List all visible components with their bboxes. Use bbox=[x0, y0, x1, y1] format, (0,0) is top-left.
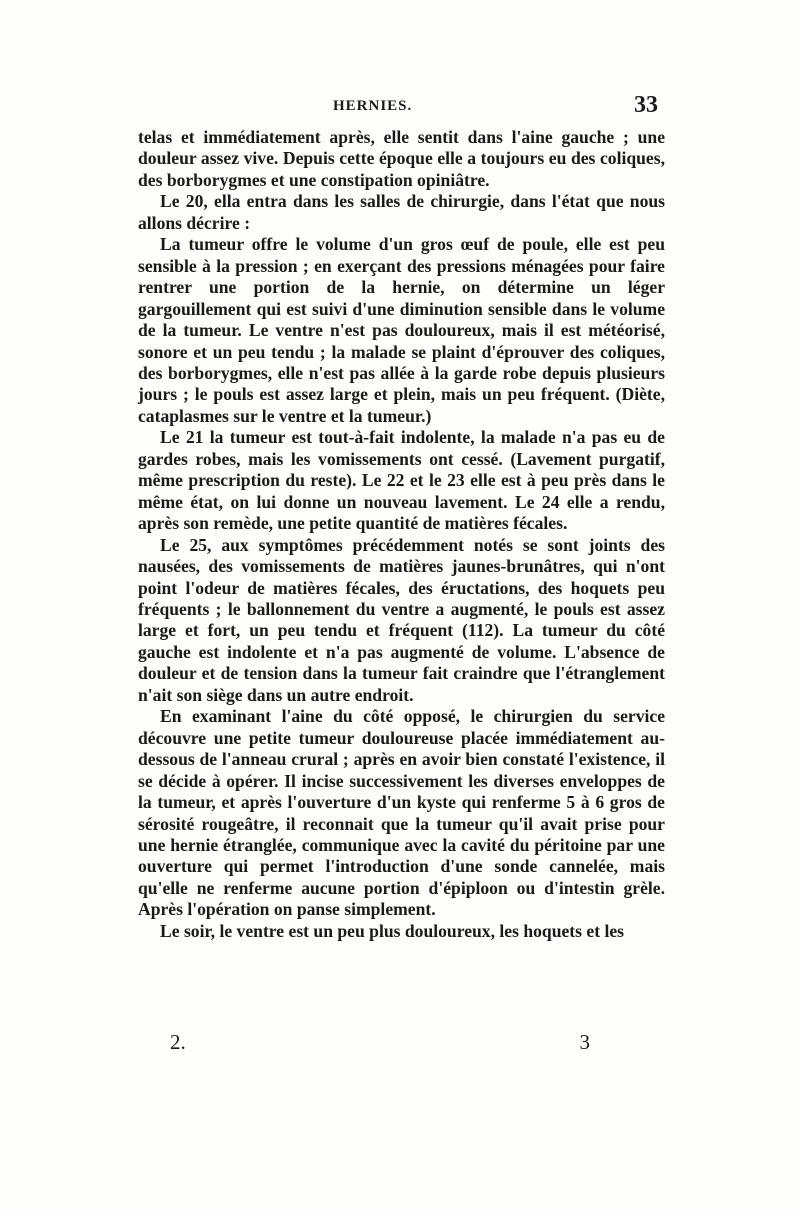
signature-mark-left: 2. bbox=[170, 1030, 186, 1054]
paragraph: telas et immédiatement après, elle sentit dans l'aine gauche ; une douleur assez vive. Depuis cette époque elle a toujours eu des coliques, des borborygmes et une constipation opiniâtre. bbox=[138, 127, 665, 190]
body-text bbox=[138, 127, 665, 942]
paragraph: Le 25, aux symptômes précédemment notés se sont joints des nausées, des vomissements de matières jaunes-brunâtres, qui n'ont point l'odeur de matières fécales, des éructations, des hoquets peu fréquents ; le ballonnement du ventre a augmenté, le pouls est assez large et fort, un peu tendu et fréquent (112). La tumeur du côté gauche est indolente et n'a pas augmenté de volume. L'absence de douleur et de tension dans la tumeur fait craindre que l'étranglement n'ait son siège dans un autre endroit. bbox=[138, 534, 665, 705]
paragraph: Le soir, le ventre est un peu plus douloureux, les hoquets et les bbox=[160, 920, 624, 941]
paragraph: La tumeur offre le volume d'un gros œuf de poule, elle est peu sensible à la pression ; en exerçant des pressions ménagées pour faire rentrer une portion de la hernie, on détermine un léger gargouillement qui est suivi d'une diminution sensible dans le volume de la tumeur. Le ventre n'est pas douloureux, mais il est météorisé, sonore et un peu tendu ; la malade se plaint d'éprouver des coliques, des borborygmes, elle n'est pas allée à la garde robe depuis plusieurs jours ; le pouls est assez large et plein, mais un peu fréquent. (Diète, cataplasmes sur le ventre et la tumeur.) bbox=[138, 234, 665, 426]
page-header bbox=[138, 92, 658, 128]
running-head: HERNIES. bbox=[333, 98, 413, 114]
paragraph: Le 20, ella entra dans les salles de chirurgie, dans l'état que nous allons décrire : bbox=[138, 191, 665, 233]
page-number: 33 bbox=[634, 92, 658, 118]
page-footer bbox=[170, 1030, 590, 1060]
paragraph: En examinant l'aine du côté opposé, le chirurgien du service découvre une petite tumeur douloureuse placée immédiatement au-dessous de l'anneau crural ; après en avoir bien constaté l'existence, il se décide à opérer. Il incise successivement les diverses enveloppes de la tumeur, et après l'ouverture d'un kyste qui renferme 5 à 6 gros de sérosité rougeâtre, il reconnait que la tumeur qu'il avait prise pour une hernie étranglée, communique avec la cavité du péritoine par une ouverture qui permet l'introduction d'une sonde cannelée, mais qu'elle ne renferme aucune portion d'épiploon ou d'intestin grèle. Après l'opération on panse simplement. bbox=[138, 706, 665, 920]
signature-mark-right: 3 bbox=[579, 1030, 590, 1054]
paragraph: Le 21 la tumeur est tout-à-fait indolente, la malade n'a pas eu de gardes robes, mais les vomissements ont cessé. (Lavement purgatif, même prescription du reste). Le 22 et le 23 elle est à peu près dans le même état, on lui donne un nouveau lavement. Le 24 elle a rendu, après son remède, une petite quantité de matières fécales. bbox=[138, 427, 665, 534]
